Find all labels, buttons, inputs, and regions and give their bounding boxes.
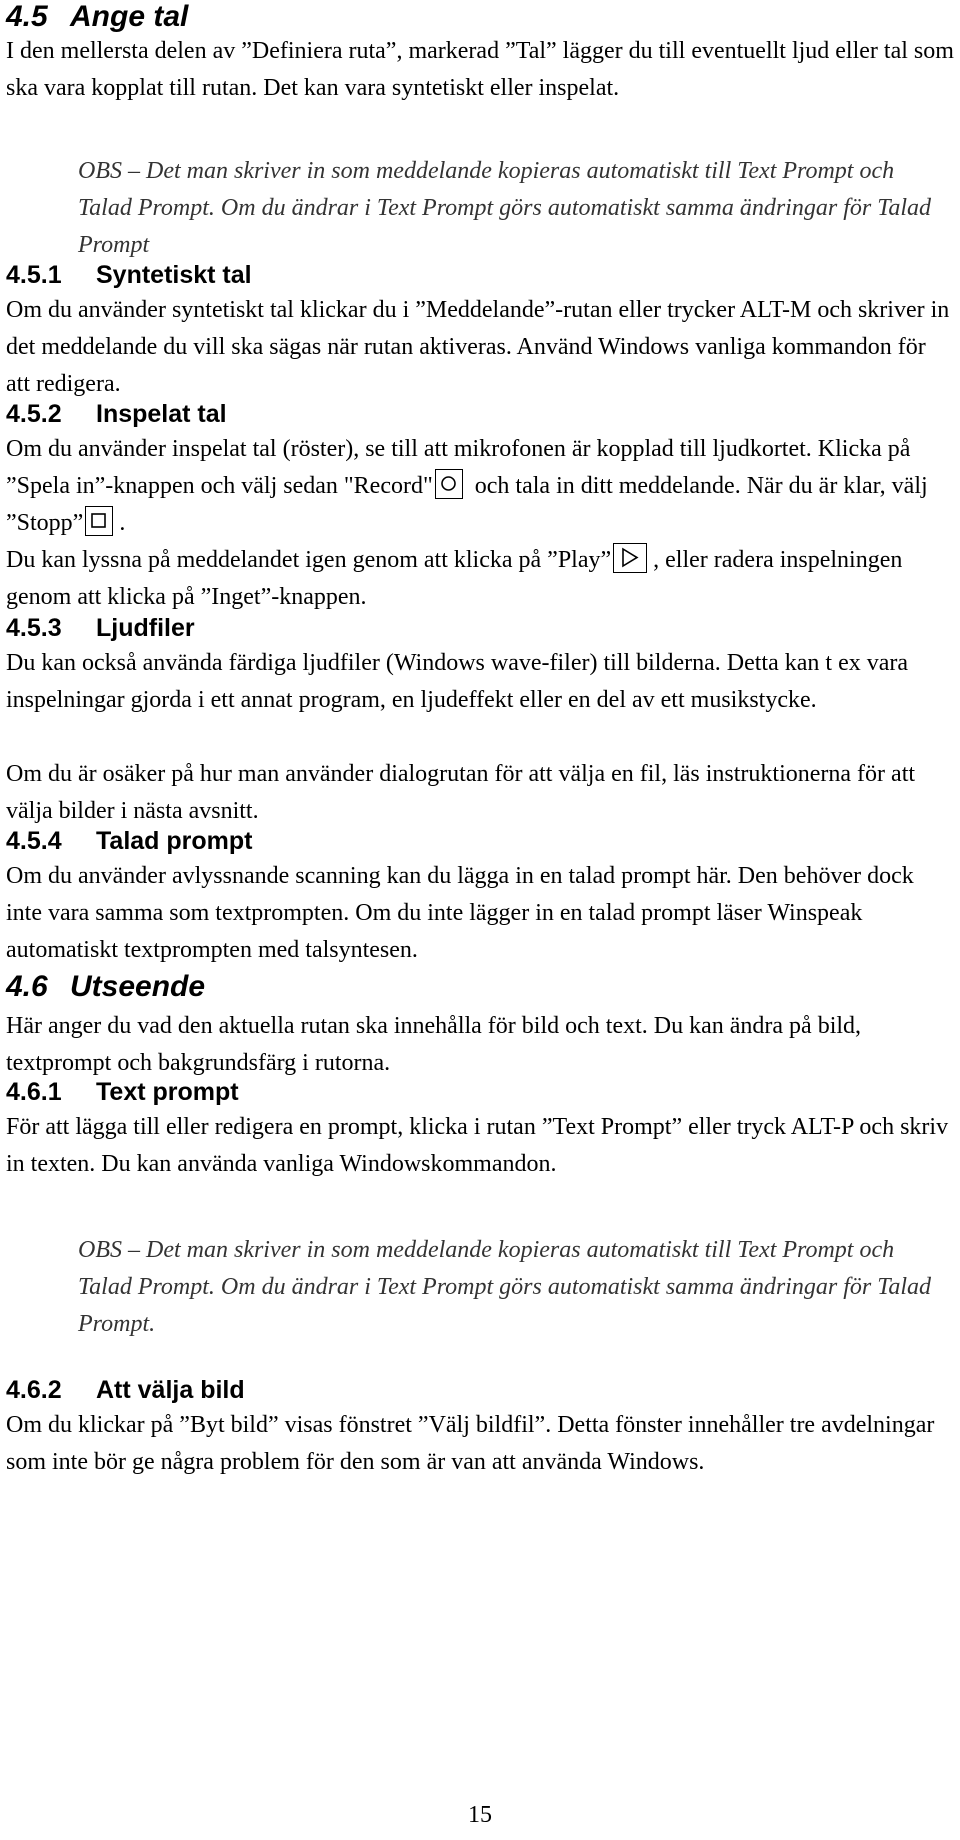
heading-4-5-3: 4.5.3 Ljudfiler bbox=[6, 614, 195, 642]
heading-4-5-1: 4.5.1 Syntetiskt tal bbox=[6, 261, 252, 289]
paragraph-4-6-2: Om du klickar på ”Byt bild” visas fönstret ”Välj bildfil”. Detta fönster innehåller tre avdelningar som inte bör ge några problem för den som är van att använda Windows. bbox=[6, 1412, 935, 1475]
note-4-5: OBS – Det man skriver in som meddelande kopieras automatiskt till Text Prompt och Talad Prompt. Om du ändrar i Text Prompt görs automatiskt samma ändringar för Talad Prompt bbox=[78, 158, 932, 258]
play-icon bbox=[613, 543, 647, 573]
paragraph-4-6: Här anger du vad den aktuella rutan ska innehålla för bild och text. Du kan ändra på bild, textprompt och bakgrundsfärg i rutorna. bbox=[6, 1013, 862, 1076]
heading-4-6-2: 4.6.2 Att välja bild bbox=[6, 1376, 245, 1404]
page-number: 15 bbox=[468, 1802, 492, 1828]
paragraph-4-5-1: Om du använder syntetiskt tal klickar du i ”Meddelande”-rutan eller trycker ALT-M och skriver in det meddelande du vill ska sägas när rutan aktiveras. Använd Windows vanliga kommandon för att redigera. bbox=[6, 297, 950, 397]
heading-4-5-4: 4.5.4 Talad prompt bbox=[6, 827, 253, 855]
paragraph-4-6-1: För att lägga till eller redigera en prompt, klicka i rutan ”Text Prompt” eller tryck ALT-P och skriv in texten. Du kan använda vanliga Windowskommandon. bbox=[6, 1114, 949, 1177]
paragraph-4-5-3-b: Om du är osäker på hur man använder dialogrutan för att välja en fil, läs instruktionerna för att välja bilder i nästa avsnitt. bbox=[6, 761, 916, 824]
heading-4-6-1: 4.6.1 Text prompt bbox=[6, 1078, 239, 1106]
paragraph-4-5-3-a: Du kan också använda färdiga ljudfiler (Windows wave-filer) till bilderna. Detta kan t ex vara inspelningar gjorda i ett annat program, en ljudeffekt eller en del av ett musikstycke. bbox=[6, 650, 909, 713]
paragraph-4-5-intro: I den mellersta delen av ”Definiera ruta”, markerad ”Tal” lägger du till eventuellt ljud eller tal som ska vara kopplat till rutan. Det kan vara syntetiskt eller inspelat. bbox=[6, 38, 954, 101]
heading-4-5-2: 4.5.2 Inspelat tal bbox=[6, 400, 227, 428]
heading-4-5: 4.5 Ange tal bbox=[6, 0, 189, 33]
paragraph-4-5-2-playback: Du kan lyssna på meddelandet igen genom att klicka på ”Play” , eller radera inspelningen genom att klicka på ”Inget”-knappen. bbox=[6, 542, 954, 616]
record-icon bbox=[435, 469, 463, 499]
paragraph-4-5-2-recording: Om du använder inspelat tal (röster), se till att mikrofonen är kopplad till ljudkortet. Klicka på ”Spela in”-knappen och välj sedan "Record" och tala in ditt meddelande. När du är klar, välj ”Stopp” . bbox=[6, 436, 928, 536]
stop-icon bbox=[85, 506, 113, 536]
heading-4-6: 4.6 Utseende bbox=[6, 970, 206, 1003]
note-4-6-1: OBS – Det man skriver in som meddelande kopieras automatiskt till Text Prompt och Talad Prompt. Om du ändrar i Text Prompt görs automatiskt samma ändringar för Talad Prompt. bbox=[78, 1237, 932, 1337]
paragraph-4-5-4: Om du använder avlyssnande scanning kan du lägga in en talad prompt här. Den behöver dock inte vara samma som textprompten. Om du inte lägger in en talad prompt läser Winspeak automatiskt textprompten med talsyntesen. bbox=[6, 863, 914, 963]
